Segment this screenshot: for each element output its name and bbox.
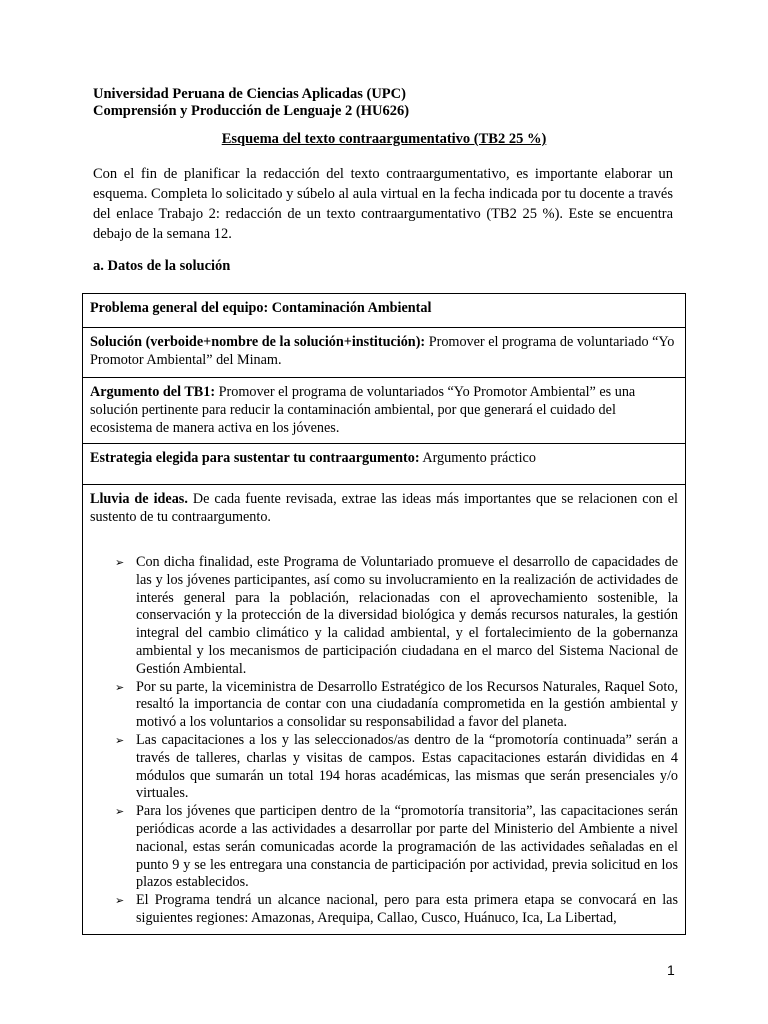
problem-cell (83, 294, 686, 328)
solution-text: Promover el programa de voluntariado “Yo Promotor Ambiental” del Minam. (90, 334, 675, 368)
strategy-cell (83, 444, 686, 485)
ideas-list (90, 554, 678, 928)
table-row (83, 378, 686, 444)
section-heading: a. Datos de la solución (93, 258, 231, 274)
table-row (83, 328, 686, 378)
argument-text: Promover el programa de voluntariados “Yo Promotor Ambiental” es una solución pertinente para reducir la contaminación ambiental, por que generará el cuidado del ecosistema de manera activa en los jóvenes. (90, 384, 636, 436)
ideas-text: De cada fuente revisada, extrae las ideas más importantes que se relacionen con el sustento de tu contraargumento. (90, 491, 679, 525)
list-item: ➢ Con dicha finalidad, este Programa de Voluntariado promueve el desarrollo de capacidades de las y los jóvenes participantes, así como su involucramiento en la realización de actividades de interés general para la población, relacionadas con el aprovechamiento sostenible, la conservación y la protección de la diversidad biológica y demás recursos naturales, la gestión integral del cambio climático y la calidad ambiental, y el fortalecimiento de la gobernanza ambiental y los mecanismos de participación ciudadana en el marco del Sistema Nacional de Gestión Ambiental. (115, 554, 678, 677)
list-item: ➢ Las capacitaciones a los y las seleccionados/as dentro de la “promotoría continuada” serán a través de talleres, charlas y visitas de campos. Estas capacitaciones estarán divididas en 4 módulos que sumarán un total 194 horas académicas, las mismas que serán presenciales y/o virtuales. (115, 731, 678, 802)
document-header (93, 86, 409, 120)
ideas-intro (90, 490, 678, 526)
strategy-label: Estrategia elegida para sustentar tu contraargumento: (90, 450, 420, 466)
list-item: ➢ Por su parte, la viceministra de Desarrollo Estratégico de los Recursos Naturales, Raquel Soto, resaltó la importancia de contar con una ciudadanía comprometida en la gestión ambiental y motivó a los voluntarios a consolidar su responsabilidad a favor del planeta. (115, 678, 678, 731)
arrow-bullet-icon: ➢ (115, 733, 125, 747)
table-row (83, 444, 686, 485)
arrow-bullet-icon: ➢ (115, 894, 125, 908)
argument-label: Argumento del TB1: (90, 384, 216, 400)
arrow-bullet-icon: ➢ (115, 680, 125, 694)
arrow-bullet-icon: ➢ (115, 556, 125, 569)
solution-data-table (82, 293, 686, 935)
solution-cell (83, 328, 686, 378)
page-number: 1 (667, 962, 675, 978)
ideas-cell (83, 485, 686, 935)
ideas-label: Lluvia de ideas. (90, 491, 188, 507)
list-item: ➢ Para los jóvenes que participen dentro de la “promotoría transitoria”, las capacitaciones serán periódicas acorde a las actividades a desarrollar por parte del Ministerio del Ambiente a nivel nacional, estas serán comunicadas acorde la programación de las actividades señaladas en el punto 9 y se les entregara una constancia de participación por actividad, previa solicitud en los plazos establecidos. (115, 803, 678, 891)
list-item: ➢ El Programa tendrá un alcance nacional, pero para esta primera etapa se convocará en las siguientes regiones: Amazonas, Arequipa, Callao, Cusco, Huánuco, Ica, La Libertad, (115, 892, 678, 926)
document-title: Esquema del texto contraargumentativo (TB2 25 %) (221, 131, 547, 147)
problem-label: Problema general del equipo: Contaminación Ambiental (90, 300, 432, 316)
table-row (83, 294, 686, 328)
intro-paragraph: Con el fin de planificar la redacción del texto contraargumentativo, es importante elaborar un esquema. Completa lo solicitado y súbelo al aula virtual en la fecha indicada por tu docente a través del enlace Trabajo 2: redacción de un texto contraargumentativo (TB2 25 %). Este se encuentra debajo de la semana 12. (93, 166, 673, 242)
arrow-bullet-icon: ➢ (115, 805, 125, 819)
university-name: Universidad Peruana de Ciencias Aplicadas (UPC) (93, 86, 406, 102)
table-row (83, 485, 686, 935)
strategy-text: Argumento práctico (419, 450, 536, 466)
argument-cell (83, 378, 686, 444)
course-name: Comprensión y Producción de Lenguaje 2 (HU626) (93, 103, 410, 119)
solution-label: Solución (verboide+nombre de la solución+institución): (90, 334, 426, 350)
